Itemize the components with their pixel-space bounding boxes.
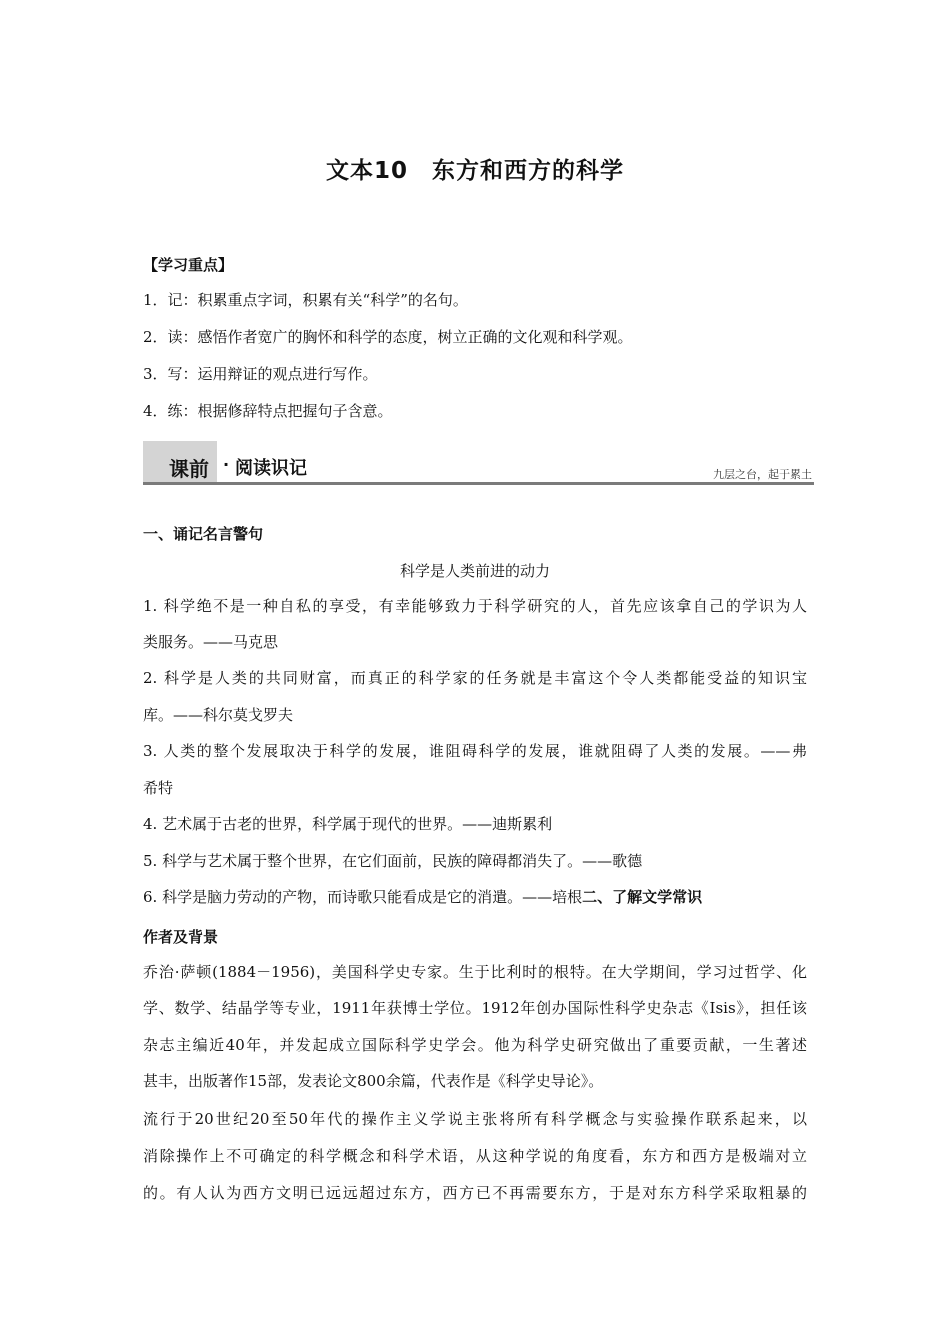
body-line: 乔治·萨顿(1884－1956)，美国科学史专家。生于比利时的根特。在大学期间，学习过哲学、化 (143, 963, 807, 981)
banner-rule (143, 482, 814, 485)
banner-motto: 九层之台，起于累土 (713, 468, 812, 481)
study-focus-label: 【学习重点】 (143, 256, 234, 274)
quote-line: 类服务。——马克思 (143, 633, 279, 651)
quote-text: 6. 科学是脑力劳动的产物，而诗歌只能看成是它的消遣。——培根 (143, 888, 583, 906)
section-banner (143, 441, 814, 486)
study-focus-item: 1．记：积累重点字词，积累有关“科学”的名句。 (143, 291, 468, 309)
subsection-heading: 作者及背景 (143, 928, 219, 946)
quote-line: 4. 艺术属于古老的世界，科学属于现代的世界。——迪斯累利 (143, 815, 553, 833)
banner-dot: · (223, 455, 230, 474)
body-line: 的。有人认为西方文明已远远超过东方，西方已不再需要东方，于是对东方科学采取粗暴的 (143, 1184, 807, 1202)
banner-key-text: 课前 (169, 457, 209, 481)
body-line: 流行于20世纪20至50年代的操作主义学说主张将所有科学概念与实验操作联系起来，以 (143, 1110, 807, 1128)
body-line: 学、数学、结晶学等专业，1911年获博士学位。1912年创办国际性科学史杂志《Isis》，担任该 (143, 999, 807, 1017)
quote-line: 1. 科学绝不是一种自私的享受，有幸能够致力于科学研究的人，首先应该拿自己的学识为人 (143, 597, 807, 615)
study-focus-item: 2．读：感悟作者宽广的胸怀和科学的态度，树立正确的文化观和科学观。 (143, 328, 633, 346)
quote-line: 希特 (143, 779, 174, 797)
quote-line: 2. 科学是人类的共同财富，而真正的科学家的任务就是丰富这个令人类都能受益的知识宝 (143, 669, 807, 687)
quote-line: 3. 人类的整个发展取决于科学的发展，谁阻碍科学的发展，谁就阻碍了人类的发展。——弗 (143, 742, 807, 760)
quotes-subtitle: 科学是人类前进的动力 (399, 562, 550, 580)
banner-subtitle: 阅读识记 (235, 458, 307, 479)
quote-line: 库。——科尔莫戈罗夫 (143, 706, 294, 724)
body-line: 甚丰，出版著作15部，发表论文800余篇，代表作是《科学史导论》。 (143, 1072, 604, 1090)
body-line: 杂志主编近40年，并发起成立国际科学史学会。他为科学史研究做出了重要贡献，一生著述 (143, 1036, 807, 1054)
study-focus-item: 4．练：根据修辞特点把握句子含意。 (143, 402, 393, 420)
section-heading-inline: 二、了解文学常识 (582, 888, 703, 906)
quote-line: 5. 科学与艺术属于整个世界，在它们面前，民族的障碍都消失了。——歌德 (143, 852, 643, 870)
study-focus-item: 3．写：运用辩证的观点进行写作。 (143, 365, 378, 383)
quote-line (143, 887, 807, 907)
body-line: 消除操作上不可确定的科学概念和科学术语，从这种学说的角度看，东方和西方是极端对立 (143, 1147, 807, 1165)
section-heading: 一、诵记名言警句 (143, 525, 264, 543)
page-title: 文本10 东方和西方的科学 (325, 158, 624, 184)
